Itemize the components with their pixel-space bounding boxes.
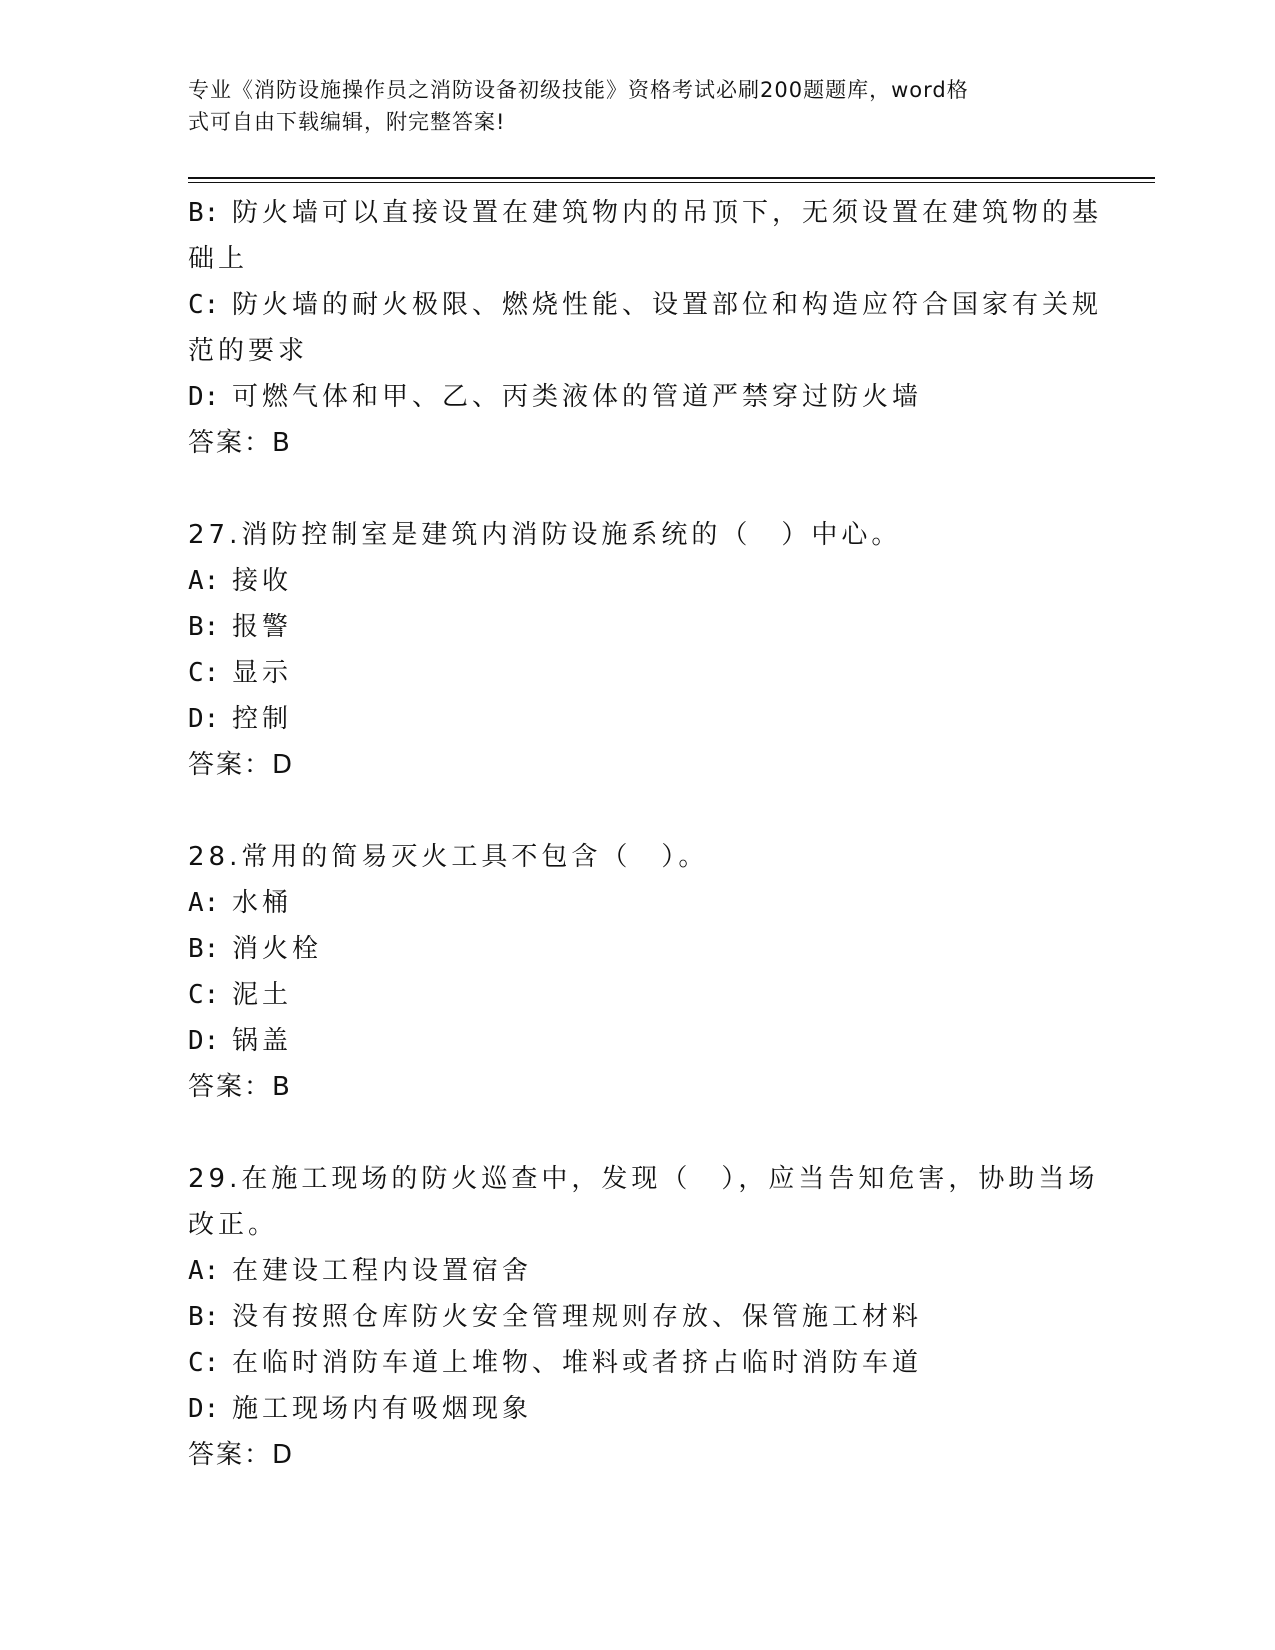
- option-letter: B:: [188, 1302, 220, 1332]
- option-letter: B:: [188, 198, 220, 228]
- option-text: 显示: [232, 658, 293, 688]
- document-header: [188, 74, 1068, 138]
- option-letter: C:: [188, 290, 220, 320]
- q28-option-d: [188, 1018, 1088, 1064]
- q26-option-b: [188, 190, 1103, 236]
- option-text: 接收: [232, 566, 293, 596]
- q28-question: 28.常用的简易灭火工具不包含（ ）。: [188, 842, 709, 872]
- option-text: 在建设工程内设置宿舍: [232, 1256, 533, 1286]
- option-letter: B:: [188, 612, 220, 642]
- q29-answer: 答案：D: [188, 1440, 295, 1470]
- q28-answer: 答案：B: [188, 1072, 292, 1102]
- question-28-block: [188, 834, 1088, 1110]
- spacer: [188, 788, 1088, 834]
- header-line-1: 专业《消防设施操作员之消防设备初级技能》资格考试必刷200题题库，word格: [188, 78, 969, 102]
- header-divider-thick: [188, 177, 1155, 179]
- q29-option-a: [188, 1248, 1088, 1294]
- q27-option-b: [188, 604, 1088, 650]
- option-text: 防火墙可以直接设置在建筑物内的吊顶下，无须设置在建筑物的基: [232, 198, 1103, 228]
- option-text: 报警: [232, 612, 293, 642]
- option-letter: D:: [188, 382, 220, 412]
- header-line-2: 式可自由下载编辑，附完整答案!: [188, 110, 506, 134]
- option-text: 水桶: [232, 888, 293, 918]
- option-letter: A:: [188, 1256, 220, 1286]
- option-text: 在临时消防车道上堆物、堆料或者挤占临时消防车道: [232, 1348, 923, 1378]
- q29-option-b: [188, 1294, 1088, 1340]
- question-29-block: [188, 1156, 1099, 1478]
- q26-answer: 答案：B: [188, 428, 292, 458]
- q27-option-d: [188, 696, 1088, 742]
- option-text: 锅盖: [232, 1026, 293, 1056]
- q29-question: 29.在施工现场的防火巡查中，发现（ ），应当告知危害，协助当场: [188, 1164, 1099, 1194]
- q26-option-b-cont: 础上: [188, 244, 249, 274]
- q27-question: 27.消防控制室是建筑内消防设施系统的（ ）中心。: [188, 520, 902, 550]
- q29-question-cont: 改正。: [188, 1210, 279, 1240]
- q26-option-c: [188, 282, 1103, 328]
- header-divider-thin: [188, 182, 1155, 183]
- option-letter: C:: [188, 980, 220, 1010]
- option-letter: D:: [188, 704, 220, 734]
- q27-answer: 答案：D: [188, 750, 295, 780]
- q27-option-c: [188, 650, 1088, 696]
- spacer: [188, 1110, 1088, 1156]
- q26-option-d: [188, 374, 1088, 420]
- spacer: [188, 466, 1088, 512]
- q29-option-d: [188, 1386, 1088, 1432]
- option-text: 可燃气体和甲、乙、丙类液体的管道严禁穿过防火墙: [232, 382, 923, 412]
- option-letter: D:: [188, 1394, 220, 1424]
- option-text: 泥土: [232, 980, 293, 1010]
- option-letter: C:: [188, 1348, 220, 1378]
- option-letter: C:: [188, 658, 220, 688]
- option-letter: A:: [188, 888, 220, 918]
- question-27-block: [188, 512, 1088, 788]
- option-letter: A:: [188, 566, 220, 596]
- q26-option-c-cont: 范的要求: [188, 336, 309, 366]
- option-text: 控制: [232, 704, 293, 734]
- option-text: 消火栓: [232, 934, 323, 964]
- q27-option-a: [188, 558, 1088, 604]
- q29-option-c: [188, 1340, 1088, 1386]
- question-content: [188, 190, 1103, 1478]
- option-text: 没有按照仓库防火安全管理规则存放、保管施工材料: [232, 1302, 923, 1332]
- option-letter: D:: [188, 1026, 220, 1056]
- q28-option-a: [188, 880, 1088, 926]
- q28-option-c: [188, 972, 1088, 1018]
- option-text: 施工现场内有吸烟现象: [232, 1394, 533, 1424]
- question-26-block: [188, 190, 1103, 466]
- q28-option-b: [188, 926, 1088, 972]
- option-letter: B:: [188, 934, 220, 964]
- option-text: 防火墙的耐火极限、燃烧性能、设置部位和构造应符合国家有关规: [232, 290, 1103, 320]
